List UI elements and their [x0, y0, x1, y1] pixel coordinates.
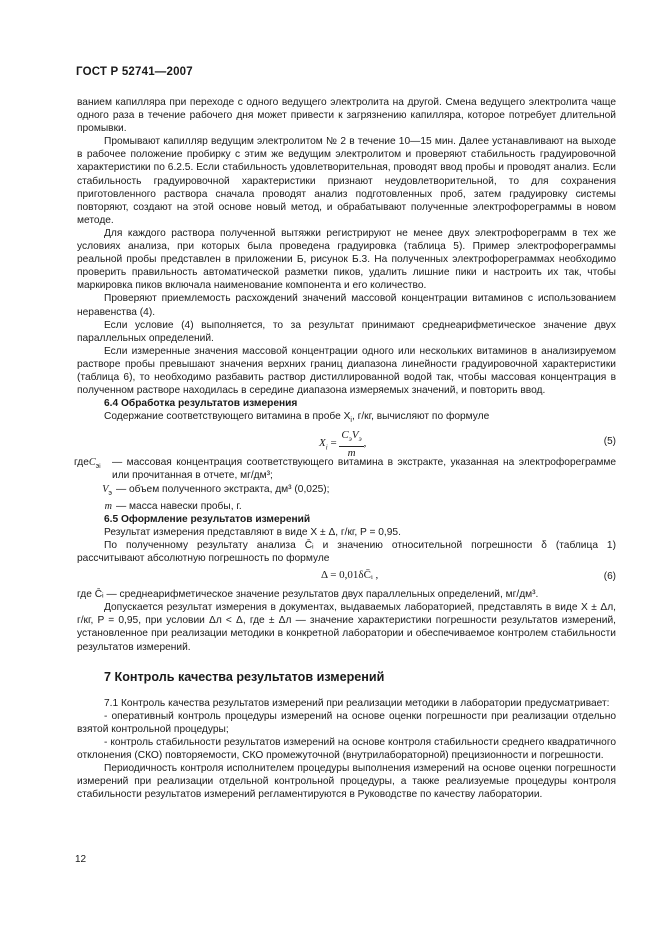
paragraph: ванием капилляра при переходе с одного ведущего электролита на другой. Смена ведущего электролита чаще одного раза в течение рабочего дня может привести к загрязнению капилляра, которое потребует длительной промывки. — [77, 97, 616, 135]
paragraph: 7.1 Контроль качества результатов измерений при реализации методики в лаборатории предусматривает: — [104, 697, 610, 709]
paragraph: По полученному результату анализа C̄ᵢ и значению относительной погрешности δ (таблица 1) рассчитывают абсолютную погрешность по формуле — [77, 539, 616, 565]
paragraph: Допускается результат измерения в документах, выдаваемых лабораторией, представлять в виде X ± Δл, г/кг, P = 0,95, при условии Δл < Δ, где ± Δл — значение характеристики погрешности результатов измерений, установленное при реализации методики в конкретной лаборатории и обеспечиваемое контролем стабильности результатов измерений. — [77, 602, 616, 653]
page-number: 12 — [75, 854, 87, 865]
paragraph: Если измеренные значения массовой концентрации одного или нескольких витаминов в анализируемом растворе пробы превышают значения верхних границ диапазона линейности градуировочной характеристики (таблица 6), то необходимо разбавить раствор дистиллированной водой так, чтобы массовая концентрация в полученном растворе находилась в середине диапазона измеряемых значений, и повторить ввод. — [77, 345, 616, 397]
paragraph: Содержание соответствующего витамина в пробе $X_i$, г/кг, вычисляют по формуле — [104, 411, 490, 425]
subsection-heading-6-4: 6.4 Обработка результатов измерения — [104, 398, 298, 410]
bullet-item: - контроль стабильности результатов измерений на основе контроля стабильности среднего квадратичного отклонения (СКО) повторяемости, СКО промежуточной (внутрилабораторной) прецизионности и погрешности. — [77, 736, 616, 761]
page-body — [74, 96, 616, 801]
document-header: ГОСТ Р 52741—2007 — [76, 66, 193, 78]
subsection-heading-6-5: 6.5 Оформление результатов измерений — [104, 513, 311, 525]
variable-legend: гдеC$_{эi}$ — массовая концентрация соответствующего витамина в экстракте, указанная на электрофореграмме или прочитанная в отчете, мг/дм³; $V_э$ — объем полученного экстракта, дм³ (0,025); m — масса навески пробы, г. — [74, 457, 616, 512]
section-heading-7: 7 Контроль качества результатов измерений — [104, 669, 385, 684]
paragraph: где C̄ᵢ — среднеарифметическое значение результатов двух параллельных определений, мг/дм³. — [77, 589, 539, 601]
paragraph: Проверяют приемлемость расхождений значений массовой концентрации витаминов с использованием неравенства (4). — [77, 293, 616, 318]
formula-6-expression: Δ = 0,01δC̄ᵢ , — [321, 569, 379, 582]
paragraph: Промывают капилляр ведущим электролитом № 2 в течение 10—15 мин. Далее устанавливают на выходе в рабочее положение пробирку с этим же ведущим электролитом и проверяют стабильность градуировочной характеристики по 6.2.5. Если стабильность удовлетворительная, проводят ввод пробы и проводят анализ. Если стабильность градуировочной характеристики признают неудовлетворительной, то для сохранения приготовленного раствора сначала проводят анализ подготовленных проб, затем градуировку системы повторяют, создают на этой основе новый метод, и обрабатывают полученные электрофореграммы в новом методе. — [77, 136, 616, 226]
paragraph: Периодичность контроля исполнителем процедуры выполнения измерений на основе оценки погрешности измерений при реализации отдельной контрольной процедуры, а также реализуемые процедуры контроля стабильности результатов измерений регламентируются в Руководстве по качеству лаборатории. — [77, 763, 616, 801]
formula-5 — [77, 429, 616, 459]
paragraph: Результат измерения представляют в виде X ± Δ, г/кг, P = 0,95. — [104, 526, 401, 538]
formula-number: (6) — [603, 571, 616, 583]
paragraph: Для каждого раствора полученной вытяжки регистрируют не менее двух электрофореграмм в тех же условиях анализа, при которых была проведена градуировка (таблица 5). Пример электрофореграммы реальной пробы представлен в приложении Б, рисунок Б.3. На полученных электрофореграммах необходимо проверить правильность автоматической разметки пиков, удалить лишние пики и настроить их так, чтобы маркировка пиков включала наименование компонента и его количество. — [77, 227, 616, 292]
fraction: $\frac{C_эV_э}{m}$ — [341, 429, 362, 459]
formula-5-expression: $X_i$ = $\frac{C_эV_э}{m}$ , — [319, 429, 367, 459]
formula-number: (5) — [603, 436, 616, 448]
formula-6 — [77, 567, 616, 585]
bullet-item: - оперативный контроль процедуры измерений на основе оценки погрешности при реализации отдельно взятой контрольной процедуры; — [77, 710, 616, 735]
paragraph: Если условие (4) выполняется, то за результат принимают среднеарифметическое значение двух параллельных определений. — [77, 319, 616, 344]
